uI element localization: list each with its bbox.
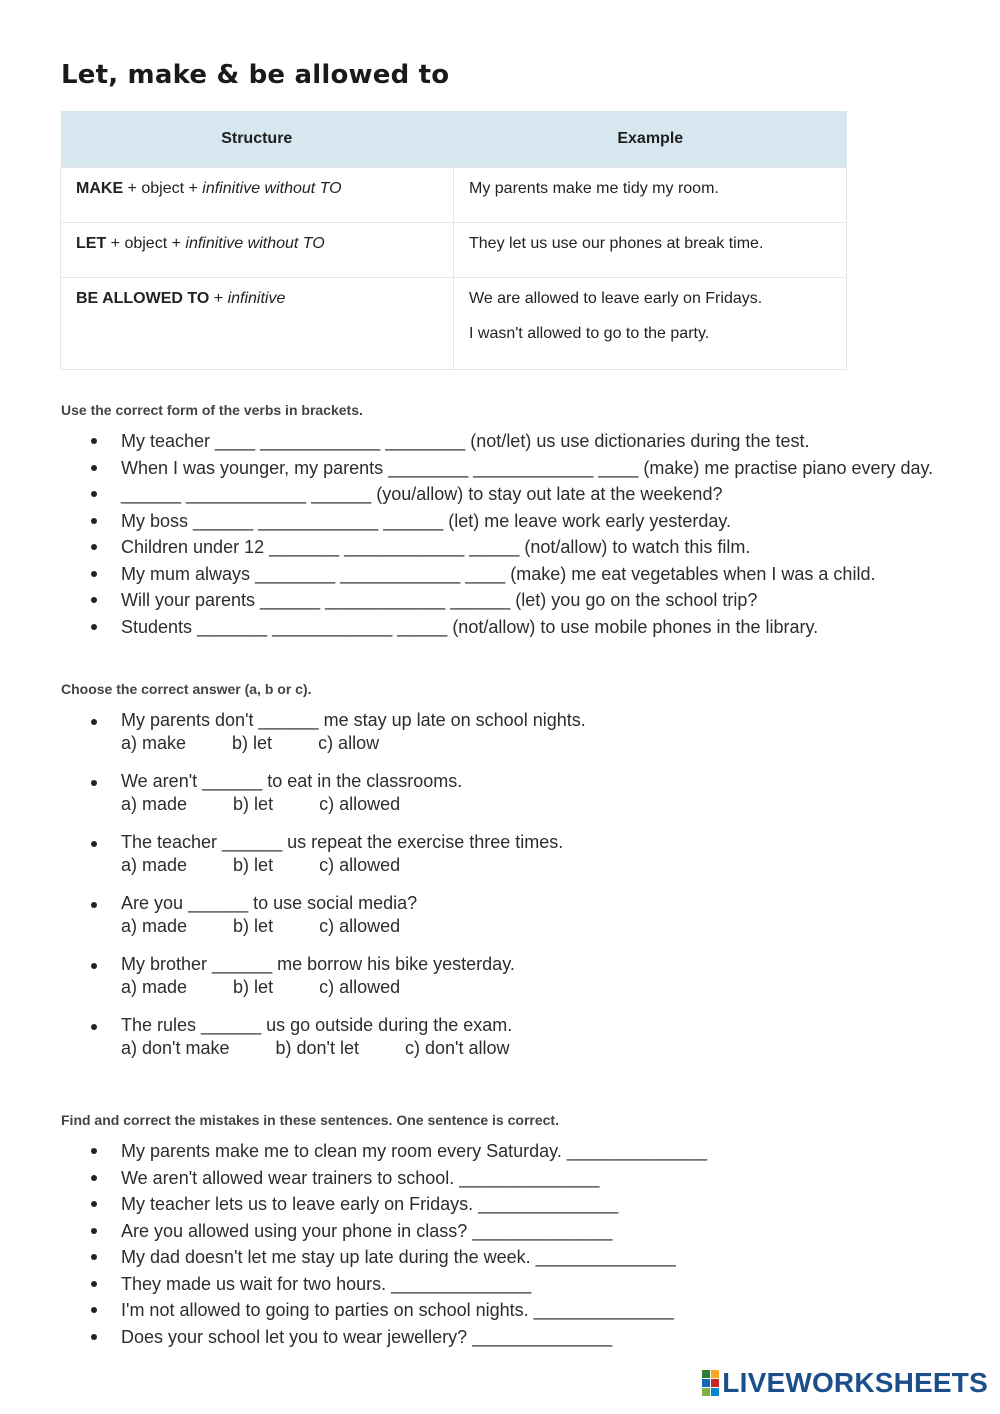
list-item <box>84 953 586 1014</box>
structure-cell: LET + object + infinitive without TO <box>61 223 454 278</box>
table-row <box>61 168 847 223</box>
question-text: My parents don't ______ me stay up late on school nights. <box>121 710 586 730</box>
logo-blocks-icon <box>702 1370 719 1396</box>
option-c[interactable]: c) allowed <box>319 855 401 875</box>
logo-block <box>702 1379 710 1387</box>
list-item <box>84 1014 586 1075</box>
logo-block <box>711 1379 719 1387</box>
list-item[interactable]: They made us wait for two hours. ______________ <box>84 1271 707 1298</box>
exercise3-list <box>84 1138 707 1350</box>
option-a[interactable]: a) don't make <box>121 1038 230 1058</box>
list-item[interactable]: I'm not allowed to going to parties on school nights. ______________ <box>84 1297 707 1324</box>
option-c[interactable]: c) allowed <box>319 977 401 997</box>
example-cell: They let us use our phones at break time. <box>454 223 847 278</box>
example-cell: My parents make me tidy my room. <box>454 168 847 223</box>
option-a[interactable]: a) made <box>121 855 188 875</box>
table-row <box>61 278 847 370</box>
list-item[interactable]: Will your parents ______ ____________ ______ (let) you go on the school trip? <box>84 587 933 614</box>
list-item <box>84 709 586 770</box>
option-b[interactable]: b) let <box>233 977 274 997</box>
question-text: Are you ______ to use social media? <box>121 893 418 913</box>
grammar-table <box>60 111 847 370</box>
list-item[interactable]: ______ ____________ ______ (you/allow) to stay out late at the weekend? <box>84 481 933 508</box>
example-cell: We are allowed to leave early on Fridays. I wasn't allowed to go to the party. <box>454 278 847 370</box>
list-item <box>84 831 586 892</box>
list-item[interactable]: Does your school let you to wear jewellery? ______________ <box>84 1324 707 1351</box>
logo-text: LIVEWORKSHEETS <box>722 1367 988 1398</box>
option-c[interactable]: c) allowed <box>319 794 401 814</box>
logo-block <box>711 1370 719 1378</box>
list-item[interactable]: My parents make me to clean my room every Saturday. ______________ <box>84 1138 707 1165</box>
question-text: We aren't ______ to eat in the classrooms. <box>121 771 463 791</box>
exercise2-list <box>84 709 586 1075</box>
structure-header: Structure <box>61 111 454 168</box>
structure-cell: BE ALLOWED TO + infinitive <box>61 278 454 370</box>
option-c[interactable]: c) don't allow <box>405 1038 510 1058</box>
option-b[interactable]: b) let <box>233 916 274 936</box>
logo-block <box>702 1388 710 1396</box>
list-item[interactable]: Students _______ ____________ _____ (not/allow) to use mobile phones in the library. <box>84 614 933 641</box>
logo-block <box>711 1388 719 1396</box>
exercise1-instruction: Use the correct form of the verbs in brackets. <box>61 402 363 418</box>
exercise3-instruction: Find and correct the mistakes in these sentences. One sentence is correct. <box>61 1112 559 1128</box>
option-a[interactable]: a) make <box>121 733 187 753</box>
option-b[interactable]: b) let <box>232 733 273 753</box>
list-item[interactable]: We aren't allowed wear trainers to school. ______________ <box>84 1165 707 1192</box>
list-item[interactable]: Are you allowed using your phone in class? ______________ <box>84 1218 707 1245</box>
page-title: Let, make & be allowed to <box>61 60 450 90</box>
option-a[interactable]: a) made <box>121 794 188 814</box>
option-c[interactable]: c) allow <box>318 733 380 753</box>
logo-block <box>702 1370 710 1378</box>
list-item[interactable]: My boss ______ ____________ ______ (let) me leave work early yesterday. <box>84 508 933 535</box>
option-a[interactable]: a) made <box>121 916 188 936</box>
question-text: My brother ______ me borrow his bike yesterday. <box>121 954 515 974</box>
option-b[interactable]: b) don't let <box>275 1038 359 1058</box>
question-text: The teacher ______ us repeat the exercise three times. <box>121 832 564 852</box>
exercise2-instruction: Choose the correct answer (a, b or c). <box>61 681 312 697</box>
option-c[interactable]: c) allowed <box>319 916 401 936</box>
option-b[interactable]: b) let <box>233 855 274 875</box>
option-a[interactable]: a) made <box>121 977 188 997</box>
list-item[interactable]: My mum always ________ ____________ ____ (make) me eat vegetables when I was a child. <box>84 561 933 588</box>
list-item[interactable]: Children under 12 _______ ____________ _____ (not/allow) to watch this film. <box>84 534 933 561</box>
list-item[interactable]: My teacher ____ ____________ ________ (not/let) us use dictionaries during the test. <box>84 428 933 455</box>
structure-cell: MAKE + object + infinitive without TO <box>61 168 454 223</box>
list-item[interactable]: My teacher lets us to leave early on Fridays. ______________ <box>84 1191 707 1218</box>
list-item <box>84 892 586 953</box>
question-text: The rules ______ us go outside during the exam. <box>121 1015 513 1035</box>
exercise1-list <box>84 428 933 640</box>
table-row <box>61 223 847 278</box>
example-header: Example <box>454 111 847 168</box>
liveworksheets-logo <box>702 1368 988 1398</box>
option-b[interactable]: b) let <box>233 794 274 814</box>
list-item[interactable]: When I was younger, my parents ________ ____________ ____ (make) me practise piano every day. <box>84 455 933 482</box>
list-item <box>84 770 586 831</box>
list-item[interactable]: My dad doesn't let me stay up late during the week. ______________ <box>84 1244 707 1271</box>
